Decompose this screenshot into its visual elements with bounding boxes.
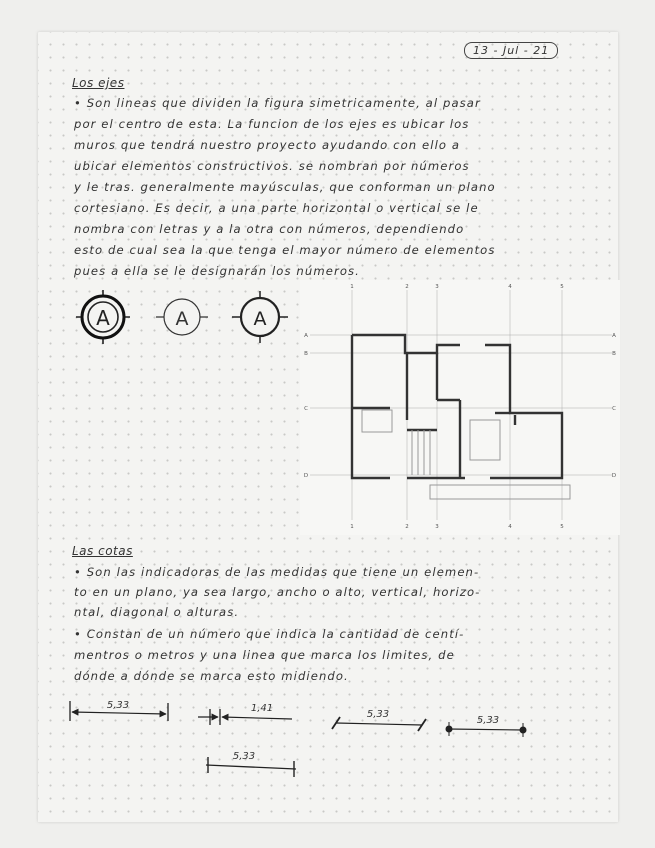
dimension-line-type	[206, 751, 296, 777]
text-line: y le tras. generalmente mayúsculas, que conforman un plano	[74, 180, 496, 194]
text-line: por el centro de esta. La funcion de los ejes es ubicar los	[74, 117, 470, 131]
plan-number-bottom: 5	[560, 524, 564, 530]
plan-number-bottom: 2	[405, 524, 409, 530]
dimension-tick-type	[332, 709, 426, 731]
text-line: • Son lineas que dividen la figura simetricamente, al pasar	[74, 96, 481, 110]
text-line: • Son las indicadoras de las medidas que tiene un elemen-	[74, 565, 480, 579]
plan-number-bottom: 3	[435, 524, 439, 530]
dimension-small-type	[198, 703, 292, 725]
date-badge: 13 - Jul - 21	[464, 42, 558, 59]
dimension-value: 5,33	[366, 709, 390, 720]
axis-letter: A	[253, 308, 267, 330]
plan-number-top: 1	[350, 284, 354, 290]
plan-number-bottom: 4	[508, 524, 512, 530]
plan-number-top: 2	[405, 284, 409, 290]
plan-letter-left: B	[304, 351, 308, 357]
text-line: ntal, diagonal o alturas.	[74, 605, 240, 619]
plan-number-bottom: 1	[350, 524, 354, 530]
text-line: nombra con letras y a la otra con números, dependiendo	[74, 222, 465, 236]
text-line: to en un plano, ya sea largo, ancho o alto, vertical, horizo-	[74, 585, 481, 599]
text-line: esto de cual sea la que tenga el mayor número de elementos	[74, 243, 496, 257]
dimension-examples	[60, 695, 540, 785]
text-line: cortesiano. Es decir, a una parte horizontal o vertical se le	[74, 201, 479, 215]
section-title-cotas: Las cotas	[72, 544, 133, 558]
plan-letter-right: B	[612, 351, 616, 357]
dimension-value: 5,33	[106, 700, 130, 711]
plan-number-top: 4	[508, 284, 512, 290]
text-line: muros que tendrá nuestro proyecto ayudando con ello a	[74, 138, 461, 152]
axis-symbols	[70, 285, 300, 350]
text-line: pues a ella se le designarán los números.	[74, 264, 360, 278]
dimension-value: 5,33	[232, 751, 256, 762]
axis-symbol-1	[76, 290, 130, 344]
plan-number-top: 5	[560, 284, 564, 290]
plan-letter-left: A	[304, 333, 308, 339]
plan-letter-right: D	[611, 473, 617, 479]
text-line: dónde a dónde se marca esto midiendo.	[74, 669, 349, 683]
text-line: mentros o metros y una linea que marca los limites, de	[74, 648, 455, 662]
floor-plan	[300, 280, 620, 535]
plan-letter-right: C	[612, 406, 616, 412]
dimension-arrow-type	[70, 700, 168, 721]
axis-symbol-3	[232, 291, 288, 343]
plan-letter-left: C	[304, 406, 308, 412]
dimension-value: 1,41	[250, 703, 274, 714]
axis-letter: A	[175, 308, 189, 330]
plan-letter-left: D	[303, 473, 309, 479]
section-title-ejes: Los ejes	[72, 76, 125, 90]
plan-letter-right: A	[612, 333, 616, 339]
text-line: • Constan de un número que indica la cantidad de centí-	[74, 627, 465, 641]
dimension-value: 5,33	[476, 715, 500, 726]
plan-number-top: 3	[435, 284, 439, 290]
dimension-dot-type	[446, 715, 527, 737]
axis-symbol-2	[156, 299, 208, 335]
axis-letter: A	[96, 306, 110, 330]
text-line: ubicar elementos constructivos. se nombran por números	[74, 159, 470, 173]
